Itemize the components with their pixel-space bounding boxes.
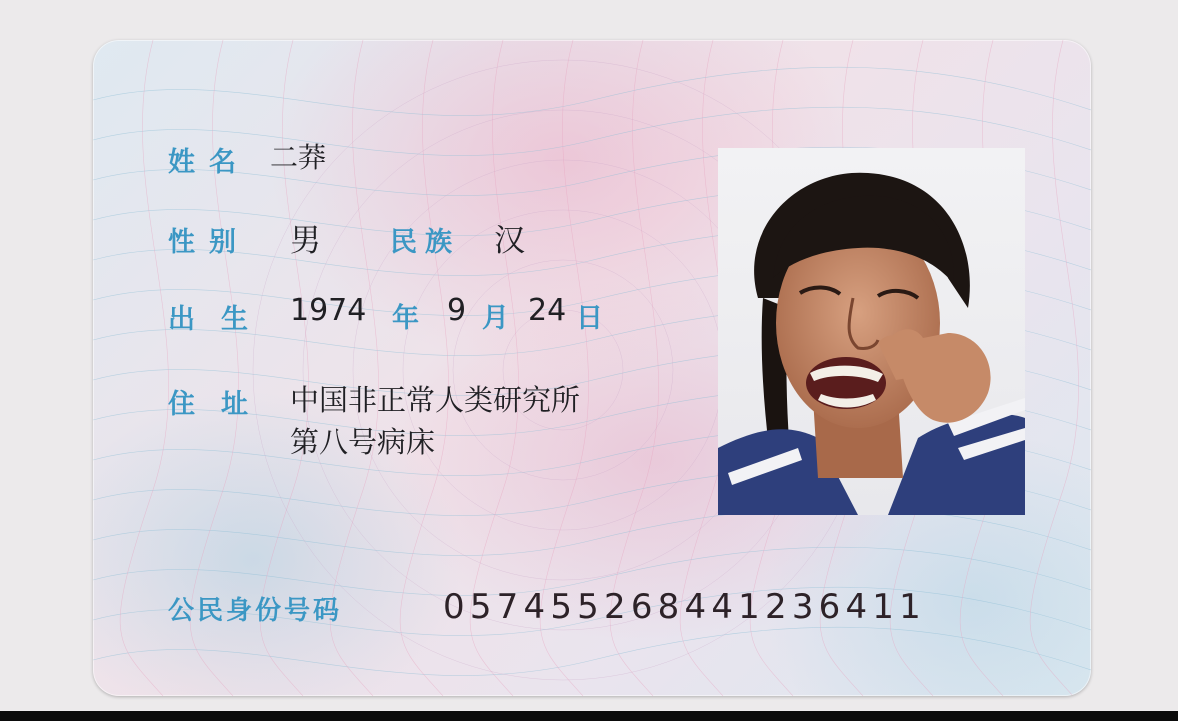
birth-year-unit: 年 — [392, 303, 419, 334]
portrait-illustration — [718, 148, 1025, 515]
address-line-1: 中国非正常人类研究所 — [290, 383, 581, 417]
ethnicity-value: 汉 — [494, 223, 525, 259]
portrait-photo — [718, 148, 1025, 515]
birth-month: 9 — [447, 293, 467, 328]
sex-label: 性别 — [168, 227, 250, 258]
name-label: 姓名 — [168, 147, 250, 178]
birth-day-unit: 日 — [576, 303, 603, 334]
name-value: 二莽 — [270, 141, 327, 174]
address-label: 住址 — [168, 389, 274, 420]
id-card — [93, 40, 1091, 696]
id-number-value: 057455268441236411 — [443, 587, 926, 627]
birth-label: 出生 — [168, 304, 274, 335]
birth-month-unit: 月 — [482, 303, 509, 334]
ethnicity-label: 民族 — [390, 227, 460, 258]
bottom-edge-band — [0, 711, 1178, 721]
sex-value: 男 — [290, 223, 321, 259]
id-number-label: 公民身份号码 — [168, 596, 343, 626]
birth-day: 24 — [528, 293, 567, 328]
birth-year: 1974 — [290, 293, 367, 328]
address-line-2: 第八号病床 — [290, 425, 436, 459]
